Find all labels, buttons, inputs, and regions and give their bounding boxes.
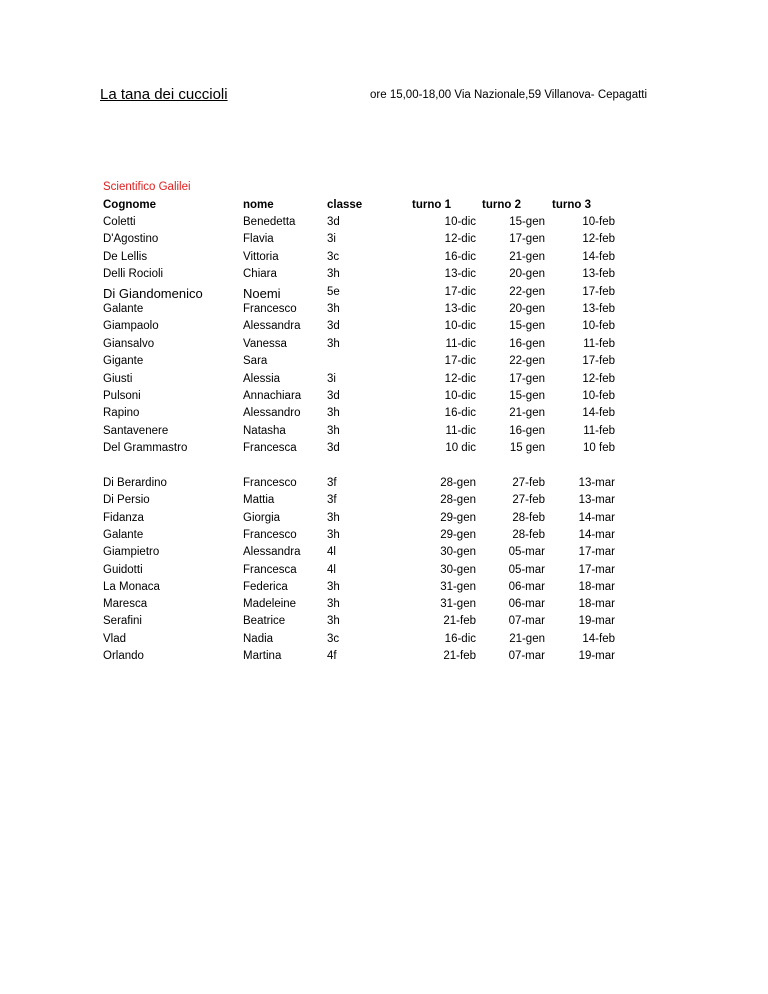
cell-cognome: La Monaca [103, 580, 160, 593]
cell-cognome: Giampietro [103, 546, 160, 559]
page-title: La tana dei cuccioli [100, 86, 228, 103]
cell-t2: 21-gen [509, 250, 545, 263]
table-row [0, 581, 768, 598]
cell-nome: Natasha [243, 424, 286, 437]
table-row [0, 355, 768, 372]
table-row [0, 512, 768, 529]
cell-t1: 10-dic [444, 320, 476, 333]
cell-nome: Nadia [243, 632, 274, 645]
column-header-turno1: turno 1 [412, 199, 451, 211]
cell-nome: Francesco [243, 303, 297, 315]
cell-classe: 3h [327, 407, 340, 420]
cell-t1: 10 dic [445, 442, 476, 455]
cell-cognome: Maresca [103, 598, 148, 611]
table-row [0, 615, 768, 632]
cell-classe: 3h [327, 580, 340, 593]
cell-cognome: Fidanza [103, 511, 144, 524]
cell-nome: Sara [243, 355, 268, 368]
table-row [0, 338, 768, 355]
cell-cognome: Giampaolo [103, 320, 159, 333]
cell-classe: 3h [327, 337, 340, 350]
cell-classe: 3d [327, 320, 340, 333]
cell-t2: 17-gen [509, 372, 545, 385]
cell-nome: Francesco [243, 528, 297, 541]
cell-cognome: Giansalvo [103, 337, 155, 350]
cell-t1: 30-gen [440, 563, 476, 576]
table-row [0, 442, 768, 459]
cell-t2: 28-feb [512, 511, 545, 524]
cell-t2: 15-gen [509, 390, 545, 402]
cell-nome: Francesca [243, 563, 297, 576]
cell-nome: Federica [243, 580, 288, 593]
cell-t3: 12-feb [582, 372, 615, 385]
cell-t1: 30-gen [440, 546, 476, 559]
cell-t3: 18-mar [578, 598, 615, 611]
cell-t1: 17-dic [444, 355, 476, 368]
table-row [0, 529, 768, 546]
cell-t3: 17-mar [578, 563, 615, 576]
cell-classe: 3d [327, 442, 340, 455]
cell-cognome: Santavenere [103, 424, 169, 437]
cell-nome: Francesca [243, 442, 297, 455]
cell-t1: 16-dic [444, 632, 476, 645]
table-row [0, 303, 768, 320]
cell-t1: 16-dic [444, 250, 476, 263]
cell-classe: 4l [327, 563, 336, 576]
cell-classe: 3c [327, 250, 340, 263]
cell-t3: 13-mar [578, 494, 615, 507]
cell-t2: 05-mar [508, 563, 545, 576]
cell-t2: 15-gen [509, 216, 545, 228]
cell-t3: 10-feb [582, 320, 615, 333]
cell-t3: 19-mar [578, 615, 615, 628]
cell-t3: 10-feb [582, 216, 615, 228]
cell-t1: 10-dic [444, 216, 476, 228]
table-row [0, 546, 768, 563]
cell-cognome: Giusti [103, 372, 133, 385]
cell-classe: 3h [327, 268, 340, 281]
cell-nome: Madeleine [243, 598, 297, 611]
cell-nome: Vittoria [243, 250, 279, 263]
column-header-turno2: turno 2 [482, 199, 521, 211]
cell-nome: Alessandro [243, 407, 301, 420]
cell-t1: 31-gen [440, 580, 476, 593]
cell-classe: 3i [327, 372, 336, 385]
cell-t2: 07-mar [508, 615, 545, 628]
cell-nome: Beatrice [243, 615, 286, 628]
cell-classe: 3h [327, 303, 340, 315]
cell-nome: Alessandra [243, 320, 301, 333]
column-header-cognome: Cognome [103, 199, 157, 211]
cell-nome: Vanessa [243, 337, 287, 350]
cell-classe: 4l [327, 546, 336, 559]
school-name: Scientifico Galilei [103, 181, 191, 193]
cell-t1: 28-gen [440, 494, 476, 507]
cell-nome: Benedetta [243, 216, 296, 228]
table-row [0, 633, 768, 650]
cell-cognome: Di Berardino [103, 477, 167, 489]
cell-cognome: Coletti [103, 216, 136, 228]
cell-t3: 13-feb [582, 268, 615, 281]
cell-cognome: Delli Rocioli [103, 268, 164, 281]
cell-nome: Flavia [243, 233, 274, 246]
cell-t3: 14-mar [578, 511, 615, 524]
table-row [0, 650, 768, 667]
cell-t3: 10-feb [582, 390, 615, 402]
cell-t2: 15-gen [509, 320, 545, 333]
cell-t2: 05-mar [508, 546, 545, 559]
cell-t3: 17-feb [582, 285, 615, 298]
cell-t2: 21-gen [509, 407, 545, 420]
cell-nome: Alessandra [243, 546, 301, 559]
cell-t3: 14-feb [582, 407, 615, 420]
cell-cognome: Di Persio [103, 494, 150, 507]
table-row [0, 320, 768, 337]
cell-t2: 17-gen [509, 233, 545, 246]
table-row [0, 216, 768, 233]
cell-cognome: Galante [103, 528, 144, 541]
cell-classe: 3d [327, 216, 340, 228]
cell-classe: 3h [327, 424, 340, 437]
cell-cognome: Di Giandomenico [103, 285, 203, 301]
cell-t2: 06-mar [508, 598, 545, 611]
cell-cognome: Rapino [103, 407, 140, 420]
cell-t2: 21-gen [509, 632, 545, 645]
cell-t1: 11-dic [445, 424, 476, 437]
cell-nome: Mattia [243, 494, 275, 507]
cell-nome: Francesco [243, 477, 297, 489]
cell-t3: 14-feb [582, 250, 615, 263]
table-row [0, 251, 768, 268]
table-row [0, 286, 768, 303]
cell-classe: 3h [327, 511, 340, 524]
cell-t1: 21-feb [443, 615, 476, 628]
cell-t1: 10-dic [444, 390, 476, 402]
table-header [0, 199, 768, 216]
cell-t2: 22-gen [509, 285, 545, 298]
cell-t3: 18-mar [578, 580, 615, 593]
cell-t1: 21-feb [443, 650, 476, 662]
cell-nome: Alessia [243, 372, 281, 385]
cell-t1: 11-dic [445, 337, 476, 350]
cell-classe: 3f [327, 477, 337, 489]
cell-t2: 28-feb [512, 528, 545, 541]
cell-cognome: Del Grammastro [103, 442, 188, 455]
cell-t3: 17-feb [582, 355, 615, 368]
cell-cognome: Serafini [103, 615, 142, 628]
column-header-nome: nome [243, 199, 274, 211]
cell-t2: 06-mar [508, 580, 545, 593]
cell-t1: 29-gen [440, 511, 476, 524]
cell-t2: 27-feb [512, 494, 545, 507]
cell-t1: 16-dic [444, 407, 476, 420]
table-row [0, 494, 768, 511]
table-row [0, 425, 768, 442]
cell-classe: 3d [327, 390, 340, 402]
cell-t3: 19-mar [578, 650, 615, 662]
cell-t2: 07-mar [508, 650, 545, 662]
cell-classe: 3f [327, 494, 337, 507]
cell-cognome: Orlando [103, 650, 144, 662]
table-row [0, 373, 768, 390]
cell-cognome: D'Agostino [103, 233, 159, 246]
table-row [0, 390, 768, 407]
cell-t1: 12-dic [444, 372, 476, 385]
cell-t1: 12-dic [444, 233, 476, 246]
table-row [0, 564, 768, 581]
cell-t3: 14-feb [582, 632, 615, 645]
table-row [0, 268, 768, 285]
cell-t3: 12-feb [582, 233, 615, 246]
cell-t3: 13-feb [582, 303, 615, 315]
cell-t2: 22-gen [509, 355, 545, 368]
cell-t2: 16-gen [509, 337, 545, 350]
table-row [0, 477, 768, 494]
table-row [0, 598, 768, 615]
cell-t2: 20-gen [509, 303, 545, 315]
cell-nome: Martina [243, 650, 282, 662]
column-header-classe: classe [327, 199, 363, 211]
cell-nome: Chiara [243, 268, 277, 281]
cell-classe: 3h [327, 528, 340, 541]
cell-t1: 17-dic [444, 285, 476, 298]
cell-t2: 20-gen [509, 268, 545, 281]
cell-t3: 14-mar [578, 528, 615, 541]
cell-classe: 3i [327, 233, 336, 246]
cell-classe: 3h [327, 598, 340, 611]
cell-cognome: Gigante [103, 355, 144, 368]
cell-t2: 16-gen [509, 424, 545, 437]
cell-t2: 27-feb [512, 477, 545, 489]
cell-cognome: Vlad [103, 632, 127, 645]
cell-t1: 28-gen [440, 477, 476, 489]
cell-t3: 10 feb [583, 442, 615, 455]
cell-nome: Noemi [243, 285, 281, 301]
cell-cognome: Guidotti [103, 563, 143, 576]
column-header-turno3: turno 3 [552, 199, 591, 211]
cell-classe: 3c [327, 632, 340, 645]
cell-classe: 3h [327, 615, 340, 628]
cell-t3: 11-feb [583, 424, 615, 437]
cell-classe: 5e [327, 285, 340, 298]
cell-nome: Giorgia [243, 511, 281, 524]
cell-cognome: De Lellis [103, 250, 148, 263]
cell-t1: 13-dic [444, 303, 476, 315]
cell-nome: Annachiara [243, 390, 302, 402]
cell-t3: 11-feb [583, 337, 615, 350]
cell-t1: 29-gen [440, 528, 476, 541]
cell-t1: 13-dic [444, 268, 476, 281]
schedule-info: ore 15,00-18,00 Via Nazionale,59 Villanova- Cepagatti [370, 89, 648, 101]
table-row [0, 407, 768, 424]
cell-cognome: Galante [103, 303, 144, 315]
cell-t3: 13-mar [578, 477, 615, 489]
cell-cognome: Pulsoni [103, 390, 141, 402]
cell-classe: 4f [327, 650, 337, 662]
cell-t3: 17-mar [578, 546, 615, 559]
cell-t2: 15 gen [509, 442, 545, 455]
cell-t1: 31-gen [440, 598, 476, 611]
table-row [0, 233, 768, 250]
